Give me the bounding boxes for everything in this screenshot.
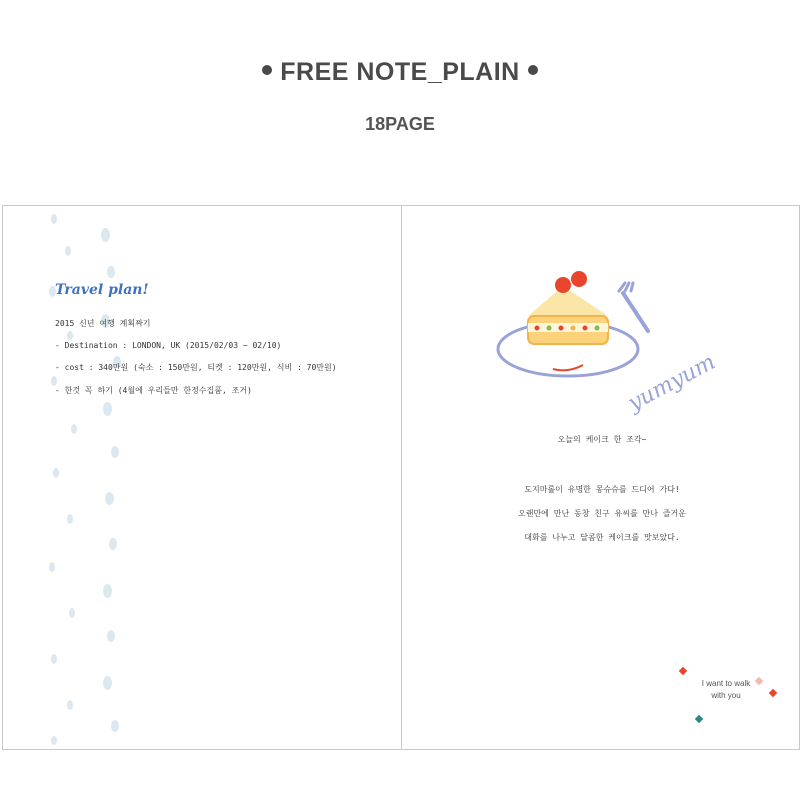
travel-plan-title: Travel plan! [55,282,149,298]
footer-note-line: with you [711,691,741,700]
bullet-dot-icon [528,65,538,75]
travel-plan-notes [55,282,375,408]
note-line: - cost : 340만원 (숙소 : 150만원, 티켓 : 120만원, 식비 : 70만원) [55,363,337,372]
bullet-dot-icon [262,65,272,75]
note-line: - Destination : LONDON, UK (2015/02/03 ~ 02/10) [55,341,282,350]
caption-line: 대화를 나누고 달콤한 케이크를 맛보았다. [524,533,680,542]
yumyum-text: yumyum [624,349,720,417]
footer-note [686,678,766,702]
page-title [0,58,800,87]
title-text: FREE NOTE_PLAIN [280,58,520,86]
note-line: - 한것 꼭 하기 (4월에 우리들만 한정수집품, 조거) [55,386,252,395]
page-count: 18PAGE [365,114,435,134]
caption-line: 도지마롤이 유명한 몽슈슈를 드디어 가다! [524,485,680,494]
caption-heading: 오늘의 케이크 한 조각~ [557,435,647,444]
page-divider [401,206,402,749]
note-line: 2015 신년 여행 계획짜기 [55,319,151,328]
caption-line: 오랜만에 만난 동창 친구 유씨를 만나 즐거운 [517,509,686,518]
footer-note-line: I want to walk [701,679,751,688]
cake-illustration [493,261,723,421]
